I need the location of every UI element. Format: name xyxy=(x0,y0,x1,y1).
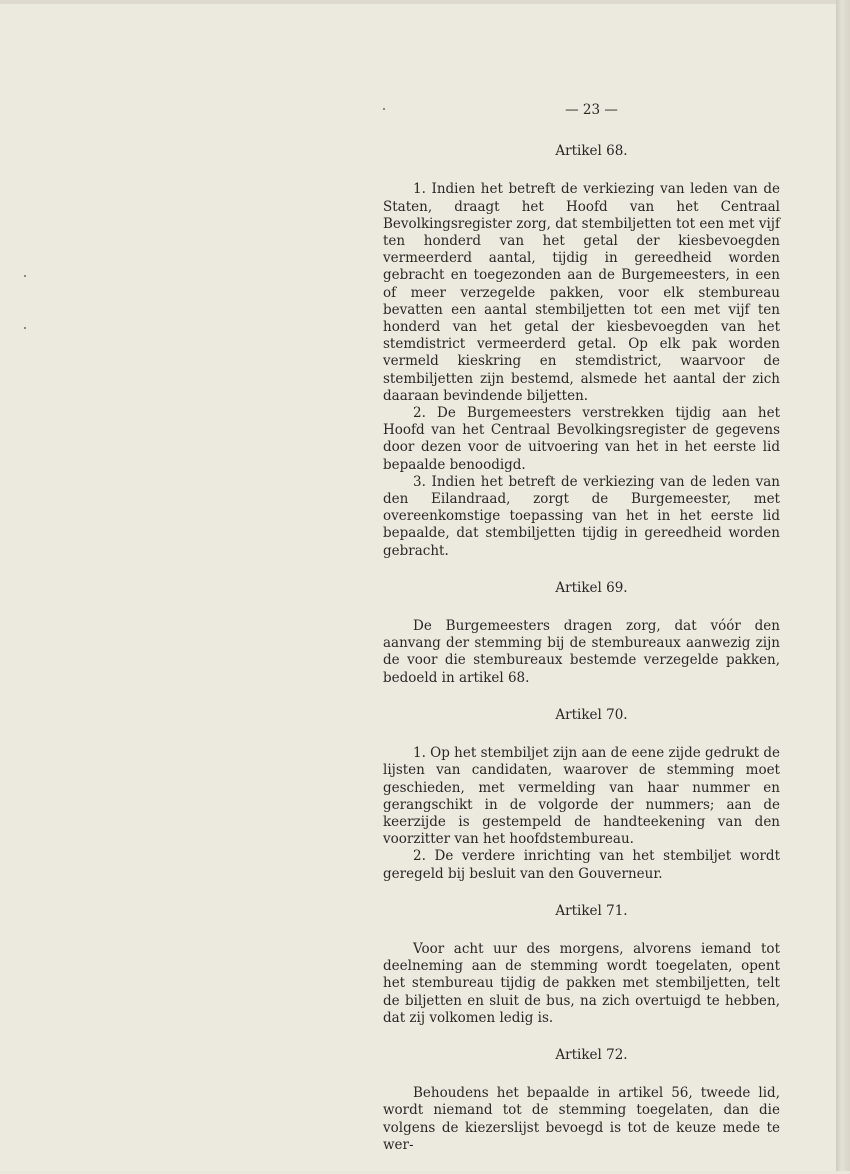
article-paragraph: Voor acht uur des morgens, alvorens iemand tot deelneming aan de stemming wordt toegelaten, opent het stembureau tijdig de pakken met stembiljetten, telt de biljetten en sluit de bus, na zich overtuigd te hebben, dat zij volkomen ledig is. xyxy=(383,940,780,1026)
text-column xyxy=(383,102,780,1174)
article-70 xyxy=(383,707,780,883)
article-68 xyxy=(383,143,780,560)
article-72 xyxy=(383,1047,780,1154)
article-paragraph: 1. Op het stembiljet zijn aan de eene zijde gedrukt de lijsten van candidaten, waarover de stemming moet geschieden, met vermelding van haar nummer en gerangschikt in de volgorde der nummers; aan de keerzijde is gestempeld de handteekening van den voorzitter van het hoofdstembureau. xyxy=(383,745,780,848)
article-paragraph: Behoudens het bepaalde in artikel 56, tweede lid, wordt niemand tot de stemming toegelaten, dan die volgens de kiezerslijst bevoegd is tot de keuze mede te wer- xyxy=(383,1085,780,1153)
article-title: Artikel 70. xyxy=(555,706,628,723)
article-paragraph: 3. Indien het betreft de verkiezing van de leden van den Eilandraad, zorgt de Burgemeester, met overeenkomstige toepassing van het in het eerste lid bepaalde, dat stembiljetten tijdig in gereedheid worden gebracht. xyxy=(383,473,780,559)
page-right-edge xyxy=(836,0,850,1171)
article-71 xyxy=(383,903,780,1027)
article-title: Artikel 72. xyxy=(555,1046,628,1063)
margin-speck xyxy=(24,275,26,277)
article-69 xyxy=(383,580,780,687)
article-paragraph: De Burgemeesters dragen zorg, dat vóór den aanvang der stemming bij de stembureaux aanwezig zijn de voor die stembureaux bestemde verzegelde pakken, bedoeld in artikel 68. xyxy=(383,618,780,686)
article-paragraph: 1. Indien het betreft de verkiezing van leden van de Staten, draagt het Hoofd van het Centraal Bevolkingsregister zorg, dat stembiljetten tot een met vijf ten honderd van het getal der kiesbevoegden vermeerderd aantal, tijdig in gereedheid worden gebracht en toegezonden aan de Burgemeesters, in een of meer verzegelde pakken, voor elk stembureau bevatten een aantal stembiljetten tot een met vijf ten honderd van het getal der kiesbevoegden van het stemdistrict vermeerderd getal. Op elk pak worden vermeld kieskring en stemdistrict, waarvoor de stembiljetten zijn bestemd, alsmede het aantal der zich daaraan bevindende biljetten. xyxy=(383,181,780,404)
article-title: Artikel 71. xyxy=(555,902,628,919)
article-paragraph: 2. De Burgemeesters verstrekken tijdig aan het Hoofd van het Centraal Bevolkingsregister de gegevens door dezen voor de uitvoering van het in het eerste lid bepaalde benoodigd. xyxy=(383,405,780,473)
margin-speck xyxy=(24,327,26,329)
article-title: Artikel 69. xyxy=(555,579,628,596)
page-top-edge xyxy=(0,0,836,4)
page-number: — 23 — xyxy=(565,102,618,118)
article-paragraph: 2. De verdere inrichting van het stembiljet wordt geregeld bij besluit van den Gouverneur. xyxy=(383,848,780,882)
article-title: Artikel 68. xyxy=(555,143,628,160)
